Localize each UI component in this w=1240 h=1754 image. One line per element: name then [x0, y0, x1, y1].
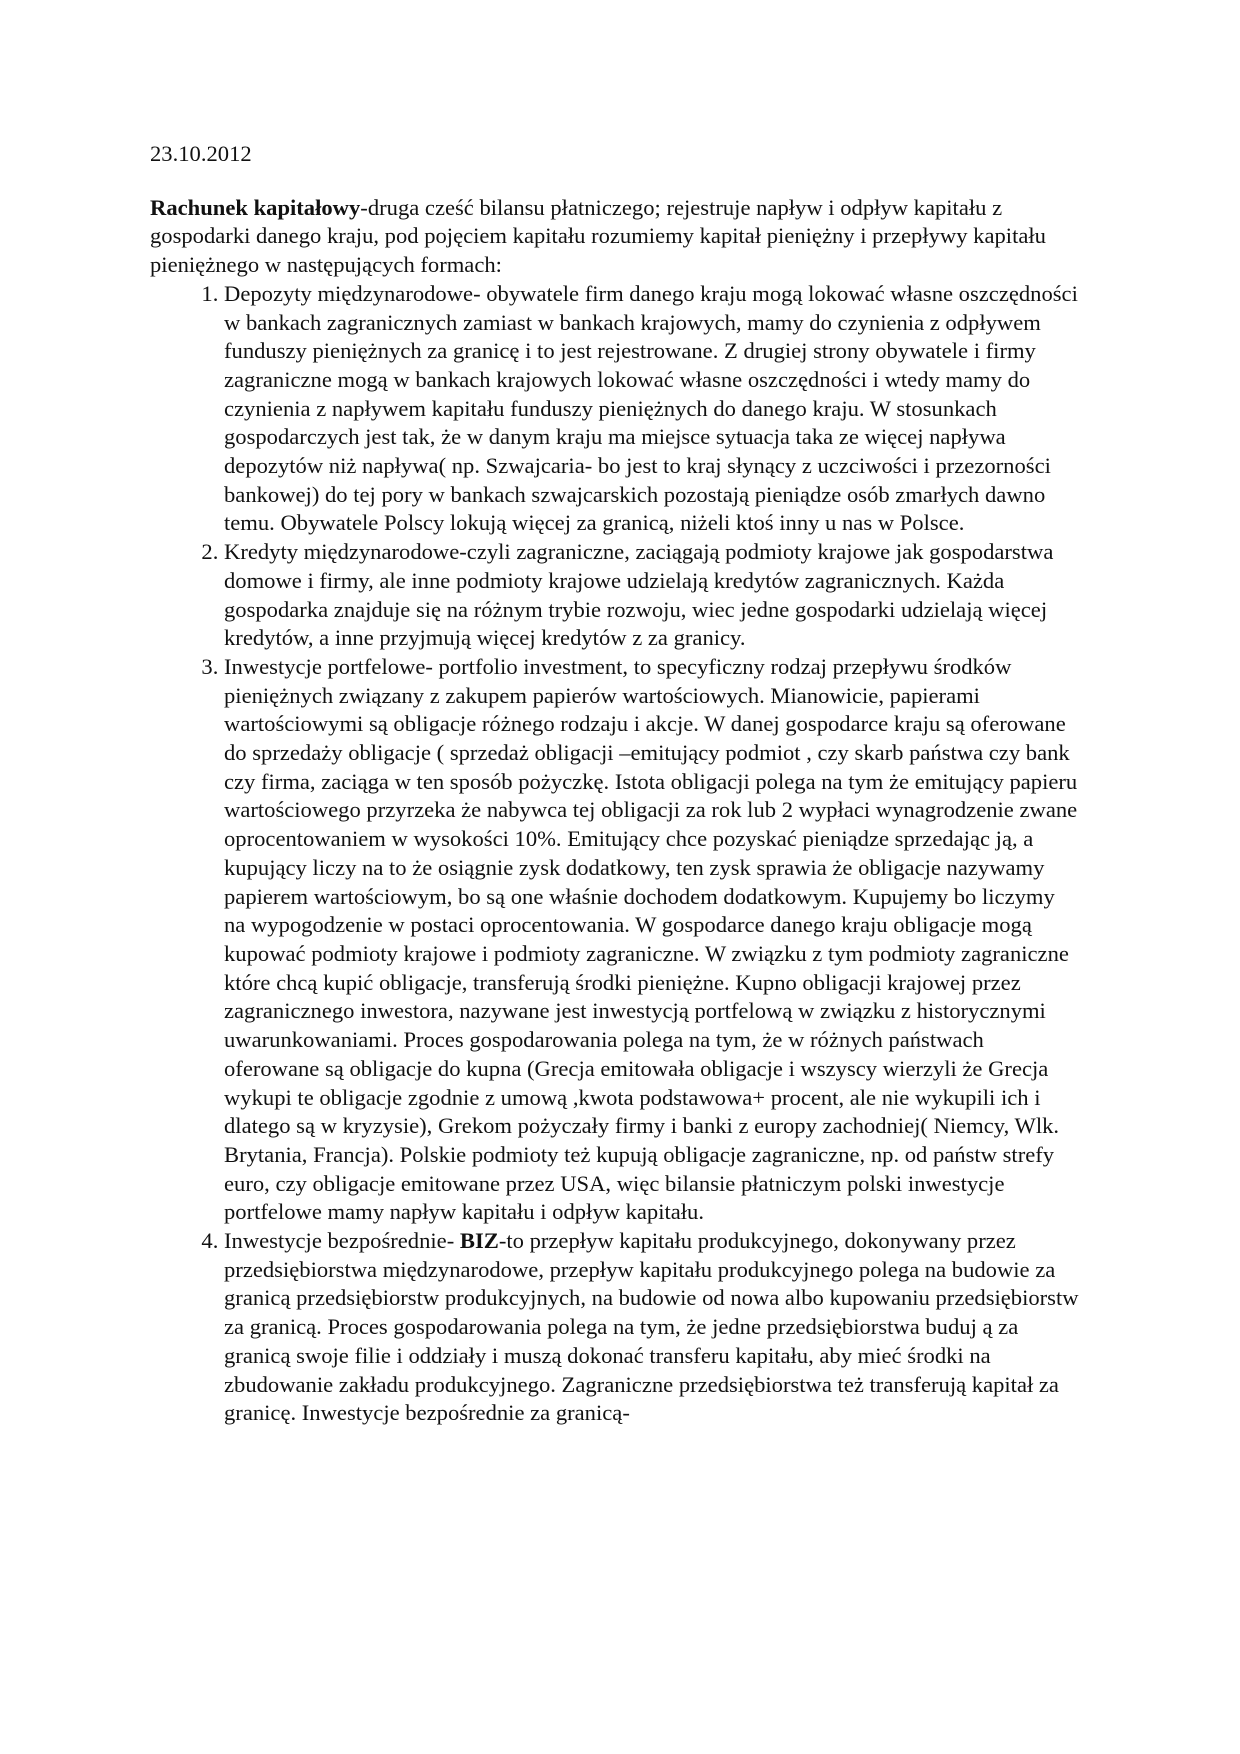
list-item-deposits: [224, 280, 1080, 538]
intro-term: Rachunek kapitałowy: [150, 194, 361, 220]
list-item-bold-term: BIZ: [459, 1228, 499, 1254]
forms-list: [150, 280, 1080, 1428]
document-page: [150, 140, 1080, 1428]
document-date: 23.10.2012: [150, 141, 252, 166]
list-item-text: Depozyty międzynarodowe- obywatele firm danego kraju mogą lokować własne oszczędności w bankach zagranicznych zamiast w bankach krajowych, mamy do czynienia z odpływem funduszy pieniężnych za granicę i to jest rejestrowane. Z drugiej strony obywatele i firmy zagraniczne mogą w bankach krajowych lokować własne oszczędności i wtedy mamy do czynienia z napływem kapitału funduszy pieniężnych do danego kraju. W stosunkach gospodarczych jest tak, że w danym kraju ma miejsce sytuacja taka ze więcej napływa depozytów niż napływa( np. Szwajcaria- bo jest to kraj słynący z uczciwości i przezorności bankowej) do tej pory w bankach szwajcarskich pozostają pieniądze osób zmarłych dawno temu. Obywatele Polscy lokują więcej za granicą, niżeli ktoś inny u nas w Polsce.: [224, 280, 1078, 536]
list-item-text: Inwestycje bezpośrednie-: [224, 1228, 460, 1254]
list-item-text-continued: -to przepływ kapitału produkcyjnego, dokonywany przez przedsiębiorstwa międzynarodowe, przepływ kapitału produkcyjnego polega na budowie za granicą przedsiębiorstw produkcyjnych, na budowie od nowa albo kupowaniu przedsiębiorstw za granicą. Proces gospodarowania polega na tym, że jedne przedsiębiorstwa buduj ą za granicą swoje filie i oddziały i muszą dokonać transferu kapitału, aby mieć środki na zbudowanie zakładu produkcyjnego. Zagraniczne przedsiębiorstwa też transferują kapitał za granicę. Inwestycje bezpośrednie za granicą-: [224, 1228, 1079, 1426]
list-item-credits: [224, 538, 1080, 653]
list-item-text: Inwestycje portfelowe- portfolio investment, to specyficzny rodzaj przepływu środków pieniężnych związany z zakupem papierów wartościowych. Mianowicie, papierami wartościowymi są obligacje różnego rodzaju i akcje. W danej gospodarce kraju są oferowane do sprzedaży obligacje ( sprzedaż obligacji –emitujący podmiot , czy skarb państwa czy bank czy firma, zaciąga w ten sposób pożyczkę. Istota obligacji polega na tym że emitujący papieru wartościowego przyrzeka że nabywca tej obligacji za rok lub 2 wypłaci wynagrodzenie zwane oprocentowaniem w wysokości 10%. Emitujący chce pozyskać pieniądze sprzedając ją, a kupujący liczy na to że osiągnie zysk dodatkowy, ten zysk sprawia że obligacje nazywamy papierem wartościowym, bo są one właśnie dochodem dodatkowym. Kupujemy bo liczymy na wypogodzenie w postaci oprocentowania. W gospodarce danego kraju obligacje mogą kupować podmioty krajowe i podmioty zagraniczne. W związku z tym podmioty zagraniczne które chcą kupić obligacje, transferują środki pieniężne. Kupno obligacji krajowej przez zagranicznego inwestora, nazywane jest inwestycją portfelową w związku z historycznymi uwarunkowaniami. Proces gospodarowania polega na tym, że w różnych państwach oferowane są obligacje do kupna (Grecja emitowała obligacje i wszyscy wierzyli że Grecja wykupi te obligacje zgodnie z umową ,kwota podstawowa+ procent, ale nie wykupili ich i dlatego są w kryzysie), Grekom pożyczały firmy i banki z europy zachodniej( Niemcy, Wlk. Brytania, Francja). Polskie podmioty też kupują obligacje zagraniczne, np. od państw strefy euro, czy obligacje emitowane przez USA, więc bilansie płatniczym polski inwestycje portfelowe mamy napływ kapitału i odpływ kapitału.: [224, 653, 1078, 1225]
list-item-text: Kredyty międzynarodowe-czyli zagraniczne, zaciągają podmioty krajowe jak gospodarstwa domowe i firmy, ale inne podmioty krajowe udzielają kredytów zagranicznych. Każda gospodarka znajduje się na różnym trybie rozwoju, wiec jedne gospodarki udzielają więcej kredytów, a inne przyjmują więcej kredytów z za granicy.: [224, 539, 1054, 651]
intro-paragraph: [150, 194, 1080, 280]
intro-text: -druga cześć bilansu płatniczego; rejestruje napływ i odpływ kapitału z gospodarki danego kraju, pod pojęciem kapitału rozumiemy kapitał pieniężny i przepływy kapitału pieniężnego w następujących formach:: [150, 194, 1046, 278]
list-item-portfolio: [224, 653, 1080, 1227]
list-item-direct-investment: [224, 1227, 1080, 1428]
